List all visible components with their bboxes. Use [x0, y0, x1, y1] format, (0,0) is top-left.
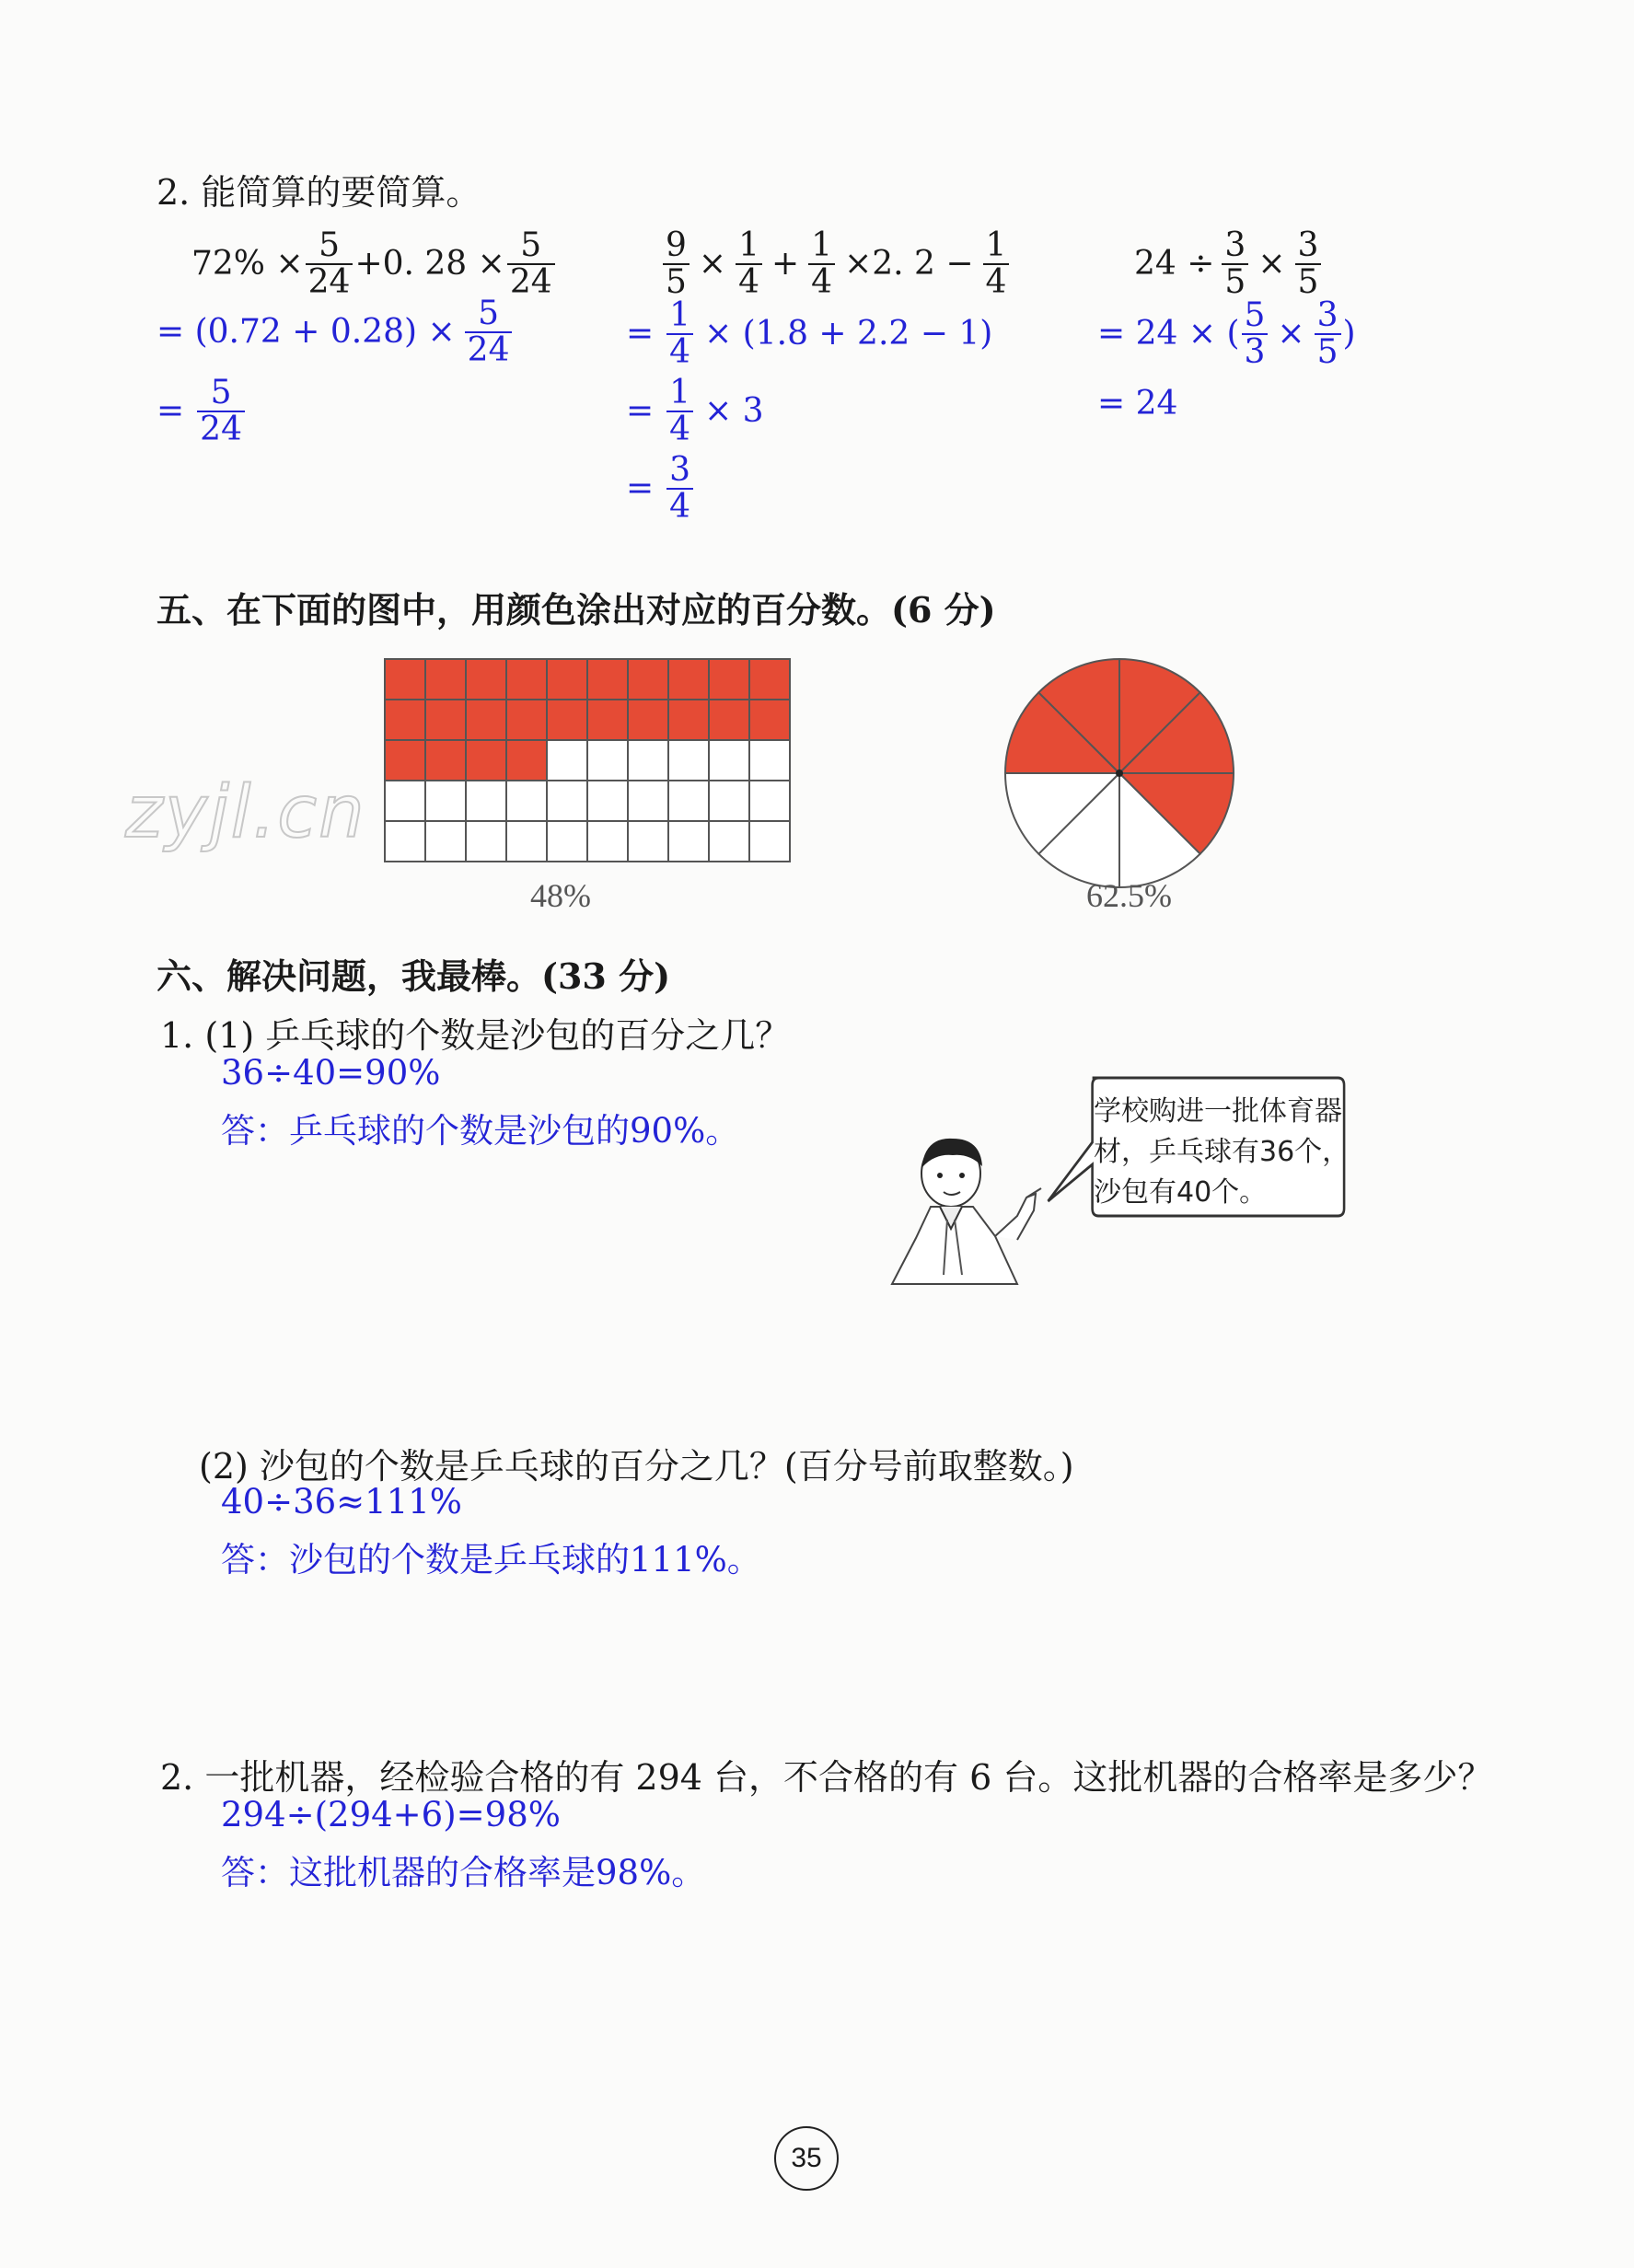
- grid-cell-shaded: [587, 659, 628, 700]
- problem-2-step-2: = $\frac{1}{4}$ × 3: [626, 374, 764, 448]
- grid-cell-shaded: [425, 740, 466, 781]
- problem-2-step-3: = $\frac{3}{4}$: [626, 453, 695, 525]
- problem-1-step-2: = $\frac{5}{24}$: [156, 376, 247, 447]
- grid-cell-shaded: [628, 700, 668, 740]
- grid-cell-shaded: [466, 659, 506, 700]
- problem-2-expression: $\frac{9}{5}$ × $\frac{1}{4}$ + $\frac{1}{4}$ ×2. 2 − $\frac{1}{4}$: [661, 228, 1011, 300]
- grid-cell-shaded: [668, 659, 709, 700]
- grid-cell-shaded: [425, 700, 466, 740]
- speech-bubble-text: 学校购进一批体育器材，乒乓球有36个，沙包有40个。: [1094, 1095, 1350, 1209]
- section-5-title: 五、在下面的图中，用颜色涂出对应的百分数。(6 分): [156, 589, 996, 631]
- grid-cell-shaded: [547, 659, 587, 700]
- grid-cell: [547, 821, 587, 862]
- question-2-title: 2. 能简算的要简算。: [156, 172, 481, 213]
- grid-cell-shaded: [547, 700, 587, 740]
- q1b-calculation: 40÷36≈111%: [221, 1482, 462, 1522]
- grid-cell-shaded: [385, 700, 425, 740]
- grid-cell-shaded: [709, 659, 749, 700]
- grid-cell: [587, 740, 628, 781]
- grid-cell: [749, 781, 790, 821]
- percent-pie: [1002, 655, 1237, 891]
- pie-center: [1116, 770, 1123, 777]
- grid-cell-shaded: [466, 740, 506, 781]
- q1-calculation: 36÷40=90%: [221, 1053, 441, 1093]
- grid-cell: [547, 740, 587, 781]
- grid-cell: [385, 781, 425, 821]
- page-number: 35: [774, 2126, 839, 2191]
- grid-cell-shaded: [385, 659, 425, 700]
- grid-cell: [709, 781, 749, 821]
- grid-cell: [466, 821, 506, 862]
- q2-calculation: 294÷(294+6)=98%: [221, 1795, 561, 1834]
- problem-3-step-1: = 24 × ( $\frac{5}{3}$ × $\frac{3}{5}$ ): [1097, 296, 1356, 371]
- grid-cell: [587, 781, 628, 821]
- grid-cell-shaded: [506, 740, 547, 781]
- problem-1-expression: 72% × $\frac{5}{24}$ +0. 28 × $\frac{5}{24}$: [191, 228, 557, 300]
- grid-cell-shaded: [506, 700, 547, 740]
- grid-cell-shaded: [628, 659, 668, 700]
- problem-3-expression: 24 ÷ $\frac{3}{5}$ × $\frac{3}{5}$: [1134, 228, 1323, 300]
- grid-cell: [628, 781, 668, 821]
- grid-cell-shaded: [749, 659, 790, 700]
- grid-cell: [628, 740, 668, 781]
- grid-caption: 48%: [530, 877, 591, 914]
- q2-answer: 答：这批机器的合格率是98%。: [221, 1853, 706, 1892]
- grid-cell: [547, 781, 587, 821]
- grid-cell: [506, 821, 547, 862]
- grid-cell: [709, 821, 749, 862]
- grid-cell: [749, 821, 790, 862]
- question-1-part-2: (2) 沙包的个数是乒乓球的百分之几？(百分号前取整数。): [199, 1446, 1074, 1487]
- grid-cell: [466, 781, 506, 821]
- grid-cell: [749, 740, 790, 781]
- grid-cell: [668, 821, 709, 862]
- percent-grid: [383, 657, 794, 871]
- problem-1-step-1: = (0.72 + 0.28) × $\frac{5}{24}$: [156, 296, 514, 368]
- question-2: 2. 一批机器，经检验合格的有 294 台，不合格的有 6 台。这批机器的合格率是多少？: [160, 1757, 1493, 1798]
- grid-cell: [668, 740, 709, 781]
- grid-cell-shaded: [425, 659, 466, 700]
- q1-answer: 答：乒乓球的个数是沙包的90%。: [221, 1111, 740, 1151]
- watermark: zyjl.cn: [125, 771, 366, 854]
- grid-cell: [506, 781, 547, 821]
- problem-2-step-1: = $\frac{1}{4}$ × (1.8 + 2.2 − 1): [626, 296, 993, 371]
- problem-3-step-2: = 24: [1097, 385, 1178, 422]
- grid-cell: [385, 821, 425, 862]
- pie-caption: 62.5%: [1086, 877, 1172, 914]
- grid-cell-shaded: [466, 700, 506, 740]
- grid-cell: [587, 821, 628, 862]
- grid-cell-shaded: [587, 700, 628, 740]
- grid-cell-shaded: [385, 740, 425, 781]
- grid-cell-shaded: [668, 700, 709, 740]
- grid-cell-shaded: [709, 700, 749, 740]
- grid-cell: [425, 781, 466, 821]
- grid-cell: [425, 821, 466, 862]
- question-1-part-1: 1. (1) 乒乓球的个数是沙包的百分之几？: [160, 1015, 791, 1056]
- grid-cell: [668, 781, 709, 821]
- grid-cell-shaded: [749, 700, 790, 740]
- q1b-answer: 答：沙包的个数是乒乓球的111%。: [221, 1540, 761, 1580]
- grid-cell: [628, 821, 668, 862]
- section-6-title: 六、解决问题，我最棒。(33 分): [156, 955, 671, 997]
- grid-cell: [709, 740, 749, 781]
- grid-cell-shaded: [506, 659, 547, 700]
